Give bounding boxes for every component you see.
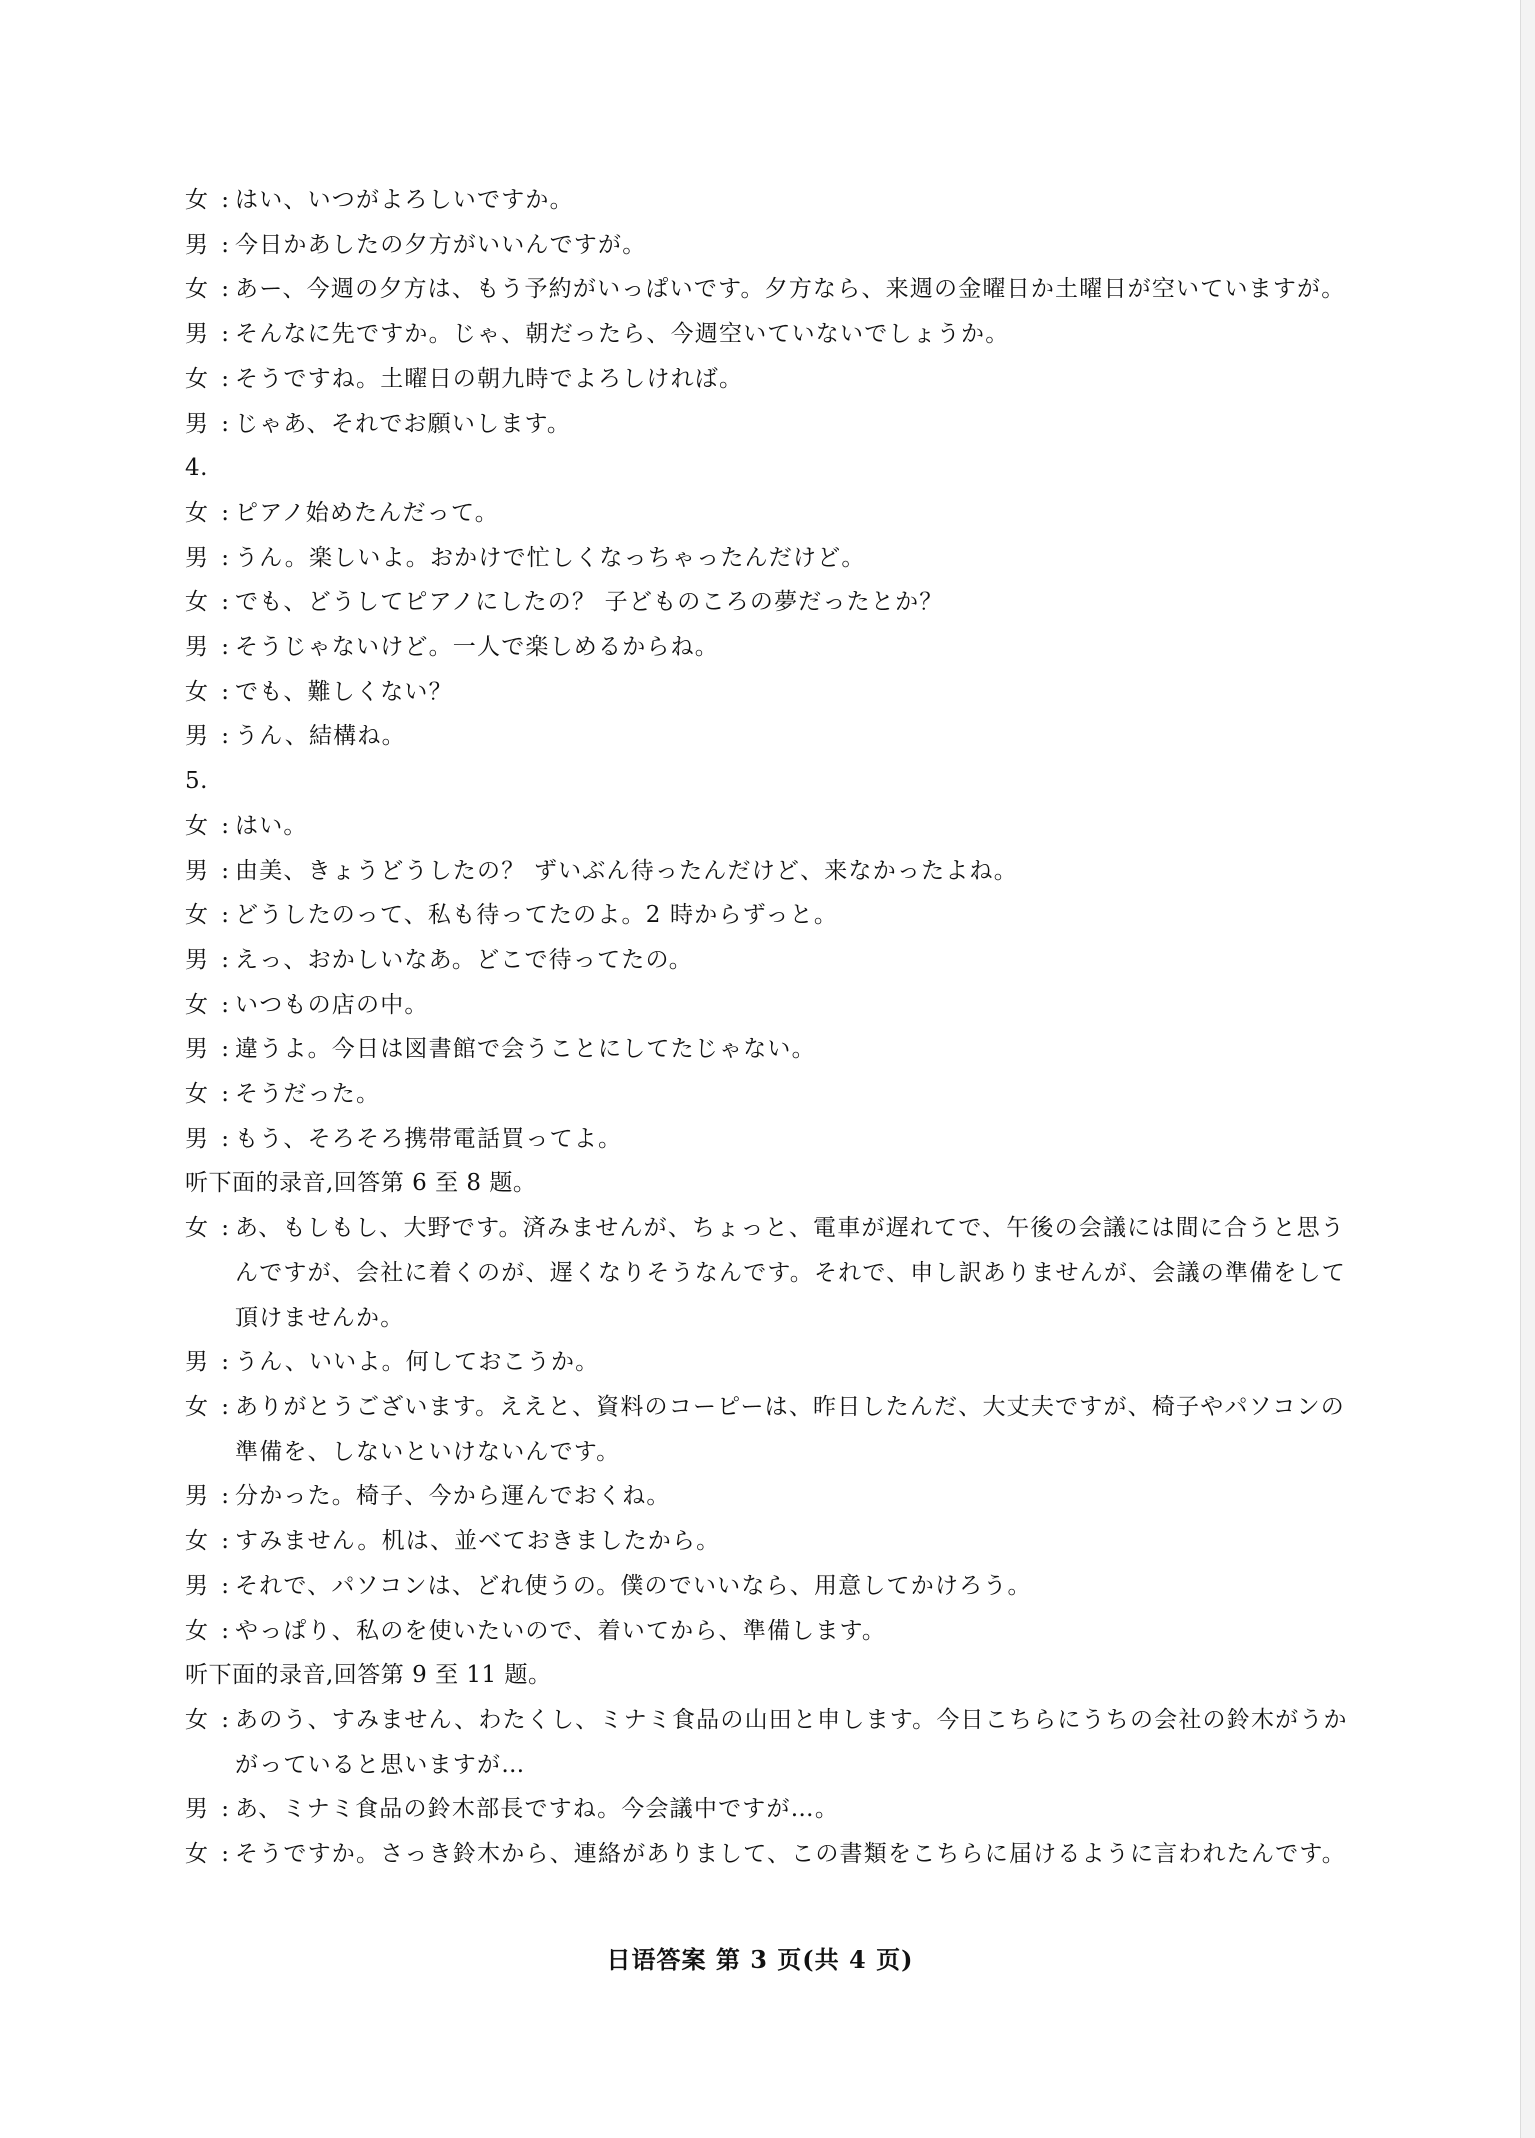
dialogue-line: [185, 1385, 1355, 1474]
utterance-text: そうですね。土曜日の朝九時でよろしければ。: [235, 365, 744, 392]
speaker-name: 男: [185, 410, 208, 437]
speaker-colon: :: [221, 1617, 229, 1644]
dialogue-line: [185, 1117, 1355, 1162]
speaker-colon: :: [221, 1349, 229, 1376]
speaker-name: 男: [185, 1036, 208, 1063]
speaker-colon: :: [221, 1528, 229, 1555]
speaker-label: [185, 536, 235, 581]
speaker-label: [185, 670, 235, 715]
speaker-colon: :: [221, 1796, 229, 1823]
speaker-name: 女: [185, 812, 208, 839]
speaker-name: 女: [185, 1706, 208, 1733]
speaker-label: [185, 1787, 235, 1832]
speaker-label: [185, 402, 235, 447]
speaker-label: [185, 491, 235, 536]
speaker-label: [185, 312, 235, 357]
utterance-text: あ、もしもし、大野です。済みませんが、ちょっと、電車が遅れてで、午後の会議には間に合うと思うんですが、会社に着くのが、遅くなりそうなんです。それで、申し訳ありませんが、会議の準備をして頂けませんか。: [235, 1215, 1346, 1331]
speaker-name: 男: [185, 231, 208, 258]
speaker-name: 女: [185, 678, 208, 705]
speaker-colon: :: [221, 634, 229, 661]
speaker-colon: :: [221, 231, 229, 258]
utterance-text: はい、いつがよろしいですか。: [235, 187, 574, 213]
utterance-text: そうだった。: [235, 1081, 381, 1108]
dialogue-line: [185, 1787, 1355, 1832]
utterance-text: うん。楽しいよ。おかけで忙しくなっちゃったんだけど。: [235, 544, 866, 571]
speaker-name: 女: [185, 499, 208, 526]
speaker-name: 男: [185, 634, 208, 661]
speaker-name: 男: [185, 544, 208, 571]
utterance-text: 違うよ。今日は図書館で会うことにしてたじゃない。: [235, 1036, 816, 1063]
speaker-label: [185, 1027, 235, 1072]
dialogue-line: [185, 1474, 1355, 1519]
dialogue-transcript: [185, 178, 1355, 1877]
speaker-label: [185, 1832, 235, 1877]
speaker-colon: :: [221, 946, 229, 973]
dialogue-line: [185, 1340, 1355, 1385]
speaker-name: 男: [185, 1125, 208, 1152]
speaker-colon: :: [221, 678, 229, 705]
page-footer: 日语答案 第 3 页(共 4 页): [606, 1945, 914, 1974]
speaker-colon: :: [221, 499, 229, 526]
speaker-name: 女: [185, 1617, 208, 1644]
speaker-label: [185, 1206, 235, 1251]
speaker-label: [185, 1474, 235, 1519]
speaker-colon: :: [221, 1125, 229, 1152]
section-heading: 听下面的录音,回答第 6 至 8 题。: [185, 1170, 537, 1197]
speaker-name: 女: [185, 589, 208, 616]
utterance-text: そうですか。さっき鈴木から、連絡がありまして、この書類をこちらに届けるように言われたんです。: [235, 1841, 1346, 1868]
utterance-text: 由美、きょうどうしたの？ ずいぶん待ったんだけど、来なかったよね。: [235, 857, 1018, 884]
dialogue-line: [185, 223, 1355, 268]
dialogue-line: [185, 625, 1355, 670]
speaker-colon: :: [221, 321, 229, 348]
dialogue-line: [185, 491, 1355, 536]
dialogue-line: [185, 1206, 1355, 1340]
speaker-label: [185, 580, 235, 625]
dialogue-line: [185, 1698, 1355, 1787]
speaker-name: 女: [185, 902, 208, 929]
dialogue-line: [185, 1564, 1355, 1609]
speaker-colon: :: [221, 544, 229, 571]
speaker-label: [185, 223, 235, 268]
dialogue-line: [185, 402, 1355, 447]
dialogue-line: [185, 714, 1355, 759]
section-heading: 5.: [185, 768, 208, 795]
speaker-name: 女: [185, 1393, 208, 1420]
speaker-label: [185, 1117, 235, 1162]
utterance-text: えっ、おかしいなあ。どこで待ってたの。: [235, 946, 693, 973]
speaker-label: [185, 849, 235, 894]
speaker-name: 女: [185, 1841, 208, 1868]
dialogue-line: [185, 1609, 1355, 1654]
dialogue-line: [185, 849, 1355, 894]
speaker-name: 女: [185, 365, 208, 392]
speaker-colon: :: [221, 1706, 229, 1733]
speaker-name: 男: [185, 1572, 208, 1599]
speaker-name: 男: [185, 1483, 208, 1510]
utterance-text: やっぱり、私のを使いたいので、着いてから、準備します。: [235, 1617, 887, 1644]
speaker-label: [185, 1609, 235, 1654]
dialogue-line: [185, 1832, 1355, 1877]
utterance-text: 今日かあしたの夕方がいいんですが。: [235, 231, 647, 258]
speaker-label: [185, 983, 235, 1028]
speaker-name: 女: [185, 1081, 208, 1108]
speaker-name: 男: [185, 857, 208, 884]
speaker-colon: :: [221, 1572, 229, 1599]
speaker-name: 男: [185, 1796, 208, 1823]
speaker-label: [185, 625, 235, 670]
speaker-label: [185, 1340, 235, 1385]
utterance-text: でも、難しくない？: [235, 678, 453, 705]
utterance-text: もう、そろそろ携帯電話買ってよ。: [235, 1125, 623, 1152]
speaker-label: [185, 938, 235, 983]
speaker-colon: :: [221, 902, 229, 929]
dialogue-line: [185, 1519, 1355, 1564]
speaker-colon: :: [221, 187, 229, 213]
utterance-text: ピアノ始めたんだって。: [235, 499, 499, 526]
dialogue-line: [185, 580, 1355, 625]
speaker-colon: :: [221, 1393, 229, 1420]
utterance-text: そうじゃないけど。一人で楽しめるからね。: [235, 634, 719, 661]
speaker-colon: :: [221, 410, 229, 437]
speaker-name: 女: [185, 1215, 208, 1242]
utterance-text: あのう、すみません、わたくし、ミナミ食品の山田と申します。今日こちらにうちの会社の鈴木がうかがっていると思いますが…: [235, 1706, 1348, 1778]
speaker-colon: :: [221, 1036, 229, 1063]
dialogue-line: [185, 938, 1355, 983]
speaker-name: 女: [185, 187, 208, 213]
speaker-colon: :: [221, 589, 229, 616]
utterance-text: そんなに先ですか。じゃ、朝だったら、今週空いていないでしょうか。: [235, 321, 1010, 348]
dialogue-line: [185, 670, 1355, 715]
dialogue-line: [185, 178, 1355, 223]
dialogue-line: [185, 357, 1355, 402]
utterance-text: すみません。机は、並べておきましたから。: [235, 1528, 721, 1555]
speaker-label: [185, 804, 235, 849]
utterance-text: どうしたのって、私も待ってたのよ。2 時からずっと。: [235, 902, 839, 929]
utterance-text: あー、今週の夕方は、もう予約がいっぱいです。夕方なら、来週の金曜日か土曜日が空いていますが。: [235, 276, 1346, 303]
speaker-colon: :: [221, 991, 229, 1018]
dialogue-line: [185, 804, 1355, 849]
utterance-text: いつもの店の中。: [235, 991, 429, 1018]
speaker-label: [185, 893, 235, 938]
section-heading: 4.: [185, 455, 208, 482]
section-heading: 听下面的录音,回答第 9 至 11 题。: [185, 1662, 552, 1689]
speaker-colon: :: [221, 276, 229, 303]
speaker-label: [185, 357, 235, 402]
speaker-colon: :: [221, 1081, 229, 1108]
speaker-colon: :: [221, 1483, 229, 1510]
speaker-label: [185, 178, 235, 223]
speaker-label: [185, 1072, 235, 1117]
speaker-colon: :: [221, 857, 229, 884]
speaker-label: [185, 1564, 235, 1609]
speaker-label: [185, 1385, 235, 1430]
speaker-name: 女: [185, 276, 208, 303]
speaker-colon: :: [221, 723, 229, 750]
dialogue-line: [185, 536, 1355, 581]
utterance-text: ありがとうございます。ええと、資料のコーピーは、昨日したんだ、大丈夫ですが、椅子やパソコンの準備を、しないといけないんです。: [235, 1393, 1345, 1465]
utterance-text: じゃあ、それでお願いします。: [235, 410, 572, 437]
utterance-text: うん、結構ね。: [235, 723, 406, 750]
utterance-text: うん、いいよ。何しておこうか。: [235, 1349, 600, 1376]
dialogue-line: [185, 893, 1355, 938]
utterance-text: でも、どうしてピアノにしたの？ 子どものころの夢だったとか？: [235, 589, 944, 616]
speaker-colon: :: [221, 365, 229, 392]
dialogue-line: [185, 312, 1355, 357]
speaker-label: [185, 1698, 235, 1743]
utterance-text: 分かった。椅子、今から運んでおくね。: [235, 1483, 671, 1510]
speaker-colon: :: [221, 812, 229, 839]
utterance-text: あ、ミナミ食品の鈴木部長ですね。今会議中ですが…。: [235, 1796, 840, 1823]
speaker-name: 女: [185, 991, 208, 1018]
speaker-colon: :: [221, 1841, 229, 1868]
dialogue-line: [185, 983, 1355, 1028]
dialogue-line: [185, 1072, 1355, 1117]
utterance-text: それで、パソコンは、どれ使うの。僕のでいいなら、用意してかけろう。: [235, 1572, 1032, 1599]
speaker-name: 男: [185, 723, 208, 750]
speaker-name: 男: [185, 321, 208, 348]
speaker-name: 男: [185, 1349, 208, 1376]
speaker-colon: :: [221, 1215, 229, 1242]
speaker-label: [185, 714, 235, 759]
utterance-text: はい。: [235, 812, 308, 839]
dialogue-line: [185, 267, 1355, 312]
speaker-name: 女: [185, 1528, 208, 1555]
speaker-name: 男: [185, 946, 208, 973]
speaker-label: [185, 267, 235, 312]
speaker-label: [185, 1519, 235, 1564]
dialogue-line: [185, 1027, 1355, 1072]
